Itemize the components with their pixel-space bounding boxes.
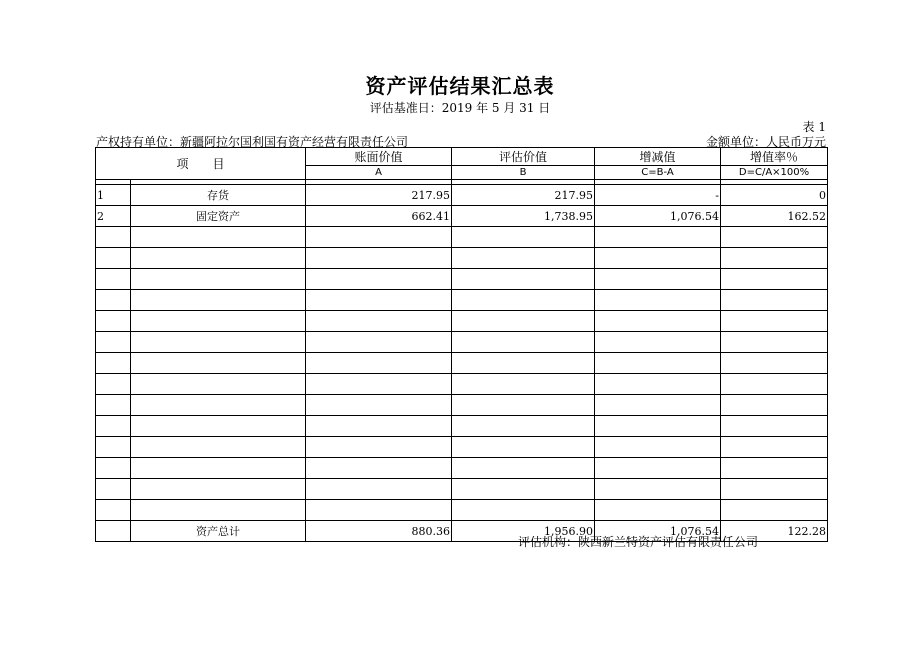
empty-row (96, 395, 828, 416)
header-code-b: B (452, 166, 595, 180)
empty-row (96, 500, 828, 521)
empty-row (96, 311, 828, 332)
row-appraised-value: 1,738.95 (452, 206, 595, 227)
owner-unit: 产权持有单位：新疆阿拉尔国利国有资产经营有限责任公司 (96, 135, 409, 149)
header-code-c: C=B-A (595, 166, 721, 180)
total-rate: 122.28 (721, 521, 828, 542)
row-book-value: 217.95 (306, 185, 452, 206)
header-item: 项 目 (96, 148, 306, 180)
header-code-a: A (306, 166, 452, 180)
total-change: 1,076.54 (595, 521, 721, 542)
row-change: 1,076.54 (595, 206, 721, 227)
row-rate: 0 (721, 185, 828, 206)
amount-unit: 金额单位：人民币万元 (705, 135, 826, 149)
table-row (96, 185, 828, 206)
page-title: 资产评估结果汇总表 (365, 74, 555, 98)
appraisal-agency: 评估机构：陕西新兰特资产评估有限责任公司 (518, 535, 759, 549)
total-label: 资产总计 (131, 521, 306, 542)
table-row (96, 206, 828, 227)
row-number: 2 (96, 206, 131, 227)
empty-row (96, 437, 828, 458)
header-appraised-value: 评估价值 (452, 148, 595, 166)
empty-row (96, 290, 828, 311)
total-book-value: 880.36 (306, 521, 452, 542)
valuation-date: 评估基准日：2019 年 5 月 31 日 (369, 101, 551, 115)
summary-table (95, 147, 828, 542)
empty-row (96, 227, 828, 248)
total-appraised-value: 1,956.90 (452, 521, 595, 542)
row-item: 存货 (131, 185, 306, 206)
empty-row (96, 458, 828, 479)
empty-row (96, 248, 828, 269)
empty-row (96, 416, 828, 437)
row-book-value: 662.41 (306, 206, 452, 227)
row-item: 固定资产 (131, 206, 306, 227)
row-change: - (595, 185, 721, 206)
header-rate: 增值率％ (721, 148, 828, 166)
header-row (96, 148, 828, 166)
row-number: 1 (96, 185, 131, 206)
row-appraised-value: 217.95 (452, 185, 595, 206)
empty-row (96, 332, 828, 353)
empty-row (96, 269, 828, 290)
header-code-d: D=C/A×100% (721, 166, 828, 180)
row-rate: 162.52 (721, 206, 828, 227)
header-change: 增减值 (595, 148, 721, 166)
empty-row (96, 479, 828, 500)
empty-row (96, 374, 828, 395)
header-book-value: 账面价值 (306, 148, 452, 166)
empty-row (96, 353, 828, 374)
table-number: 表 1 (802, 120, 826, 134)
